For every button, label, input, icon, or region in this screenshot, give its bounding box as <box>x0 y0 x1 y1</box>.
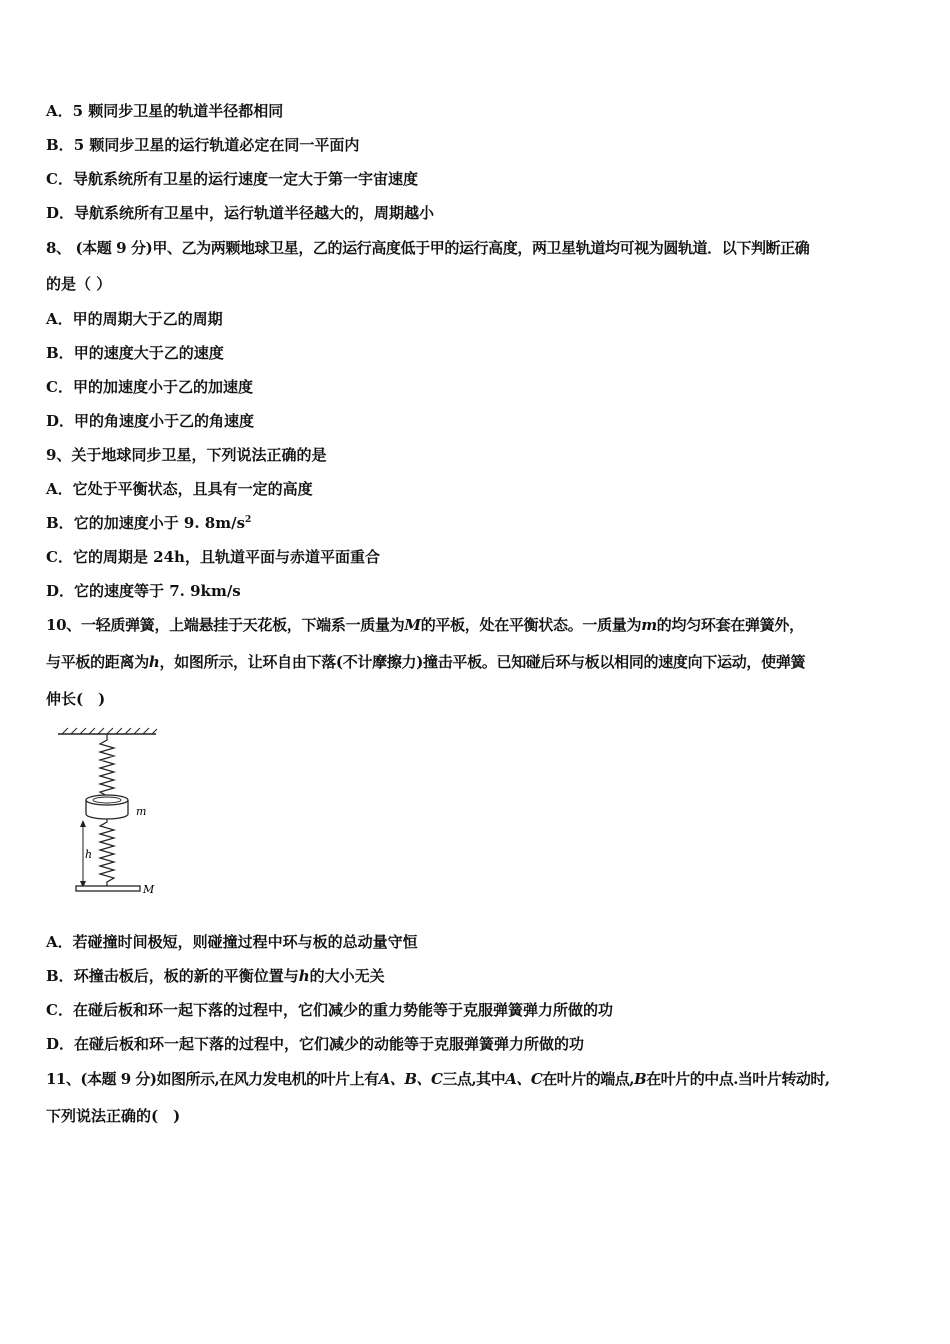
q9-option-c: C．它的周期是 24h，且轨道平面与赤道平面重合 <box>46 548 380 566</box>
exponent: 2 <box>245 515 252 525</box>
q7-option-b: B．5 颗同步卫星的运行轨道必定在同一平面内 <box>46 136 360 154</box>
spring-diagram <box>50 726 170 906</box>
q11-stem-line2: 下列说法正确的( ) <box>46 1107 181 1125</box>
q8-option-d: D．甲的角速度小于乙的角速度 <box>46 412 255 430</box>
q8-option-b: B．甲的速度大于乙的速度 <box>46 344 224 362</box>
q10-stem-line3: 伸长( ) <box>46 690 106 708</box>
q7-option-d: D．导航系统所有卫星中，运行轨道半径越大的，周期越小 <box>46 204 435 222</box>
q9-option-a: A．它处于平衡状态，且具有一定的高度 <box>46 480 313 498</box>
distance-label: h <box>85 848 93 861</box>
ceiling-hatching <box>62 728 157 734</box>
q9-stem: 9、关于地球同步卫星，下列说法正确的是 <box>46 446 327 464</box>
q10-option-c: C．在碰后板和环一起下落的过程中，它们减少的重力势能等于克服弹簧弹力所做的功 <box>46 1001 613 1019</box>
ring <box>86 795 128 819</box>
q8-stem-line2: 的是（ ） <box>46 275 112 293</box>
plate <box>76 886 140 891</box>
q8-stem-line1: 8、 (本题 9 分)甲、乙为两颗地球卫星，乙的运行高度低于甲的运行高度，两卫星轨道均可视为圆轨道．以下判断正确 <box>46 239 810 257</box>
arrow-up-icon <box>80 820 86 827</box>
ring-mass-label: m <box>136 805 147 818</box>
plate-mass-label: M <box>143 883 155 896</box>
q10-stem-line2: 与平板的距离为h，如图所示，让环自由下落(不计摩擦力)撞击平板。已知碰后环与板以相同的速度向下运动，使弹簧 <box>46 653 806 671</box>
q10-option-d: D．在碰后板和环一起下落的过程中，它们减少的动能等于克服弹簧弹力所做的功 <box>46 1035 585 1053</box>
q8-option-a: A．甲的周期大于乙的周期 <box>46 310 223 328</box>
q10-option-a: A．若碰撞时间极短，则碰撞过程中环与板的总动量守恒 <box>46 933 418 951</box>
q7-option-c: C．导航系统所有卫星的运行速度一定大于第一宇宙速度 <box>46 170 418 188</box>
q9-option-b: B．它的加速度小于 9. $8m/s^2$ <box>46 514 252 532</box>
q8-option-c: C．甲的加速度小于乙的加速度 <box>46 378 253 396</box>
q7-option-a: A．5 颗同步卫星的轨道半径都相同 <box>46 102 284 120</box>
spring-ring-plate-figure <box>50 726 170 906</box>
q10-option-b: B．环撞击板后，板的新的平衡位置与h的大小无关 <box>46 967 385 985</box>
q10-stem-line1: 10、一轻质弹簧，上端悬挂于天花板，下端系一质量为M的平板，处在平衡状态。一质量为m的均匀环套在弹簧外， <box>46 616 804 634</box>
q9-option-d: D．它的速度等于 7. 9km/s <box>46 582 241 600</box>
q11-stem-line1: 11、(本题 9 分)如图所示,在风力发电机的叶片上有A、B、C三点,其中A、C在叶片的端点,B在叶片的中点.当叶片转动时, <box>46 1070 830 1088</box>
